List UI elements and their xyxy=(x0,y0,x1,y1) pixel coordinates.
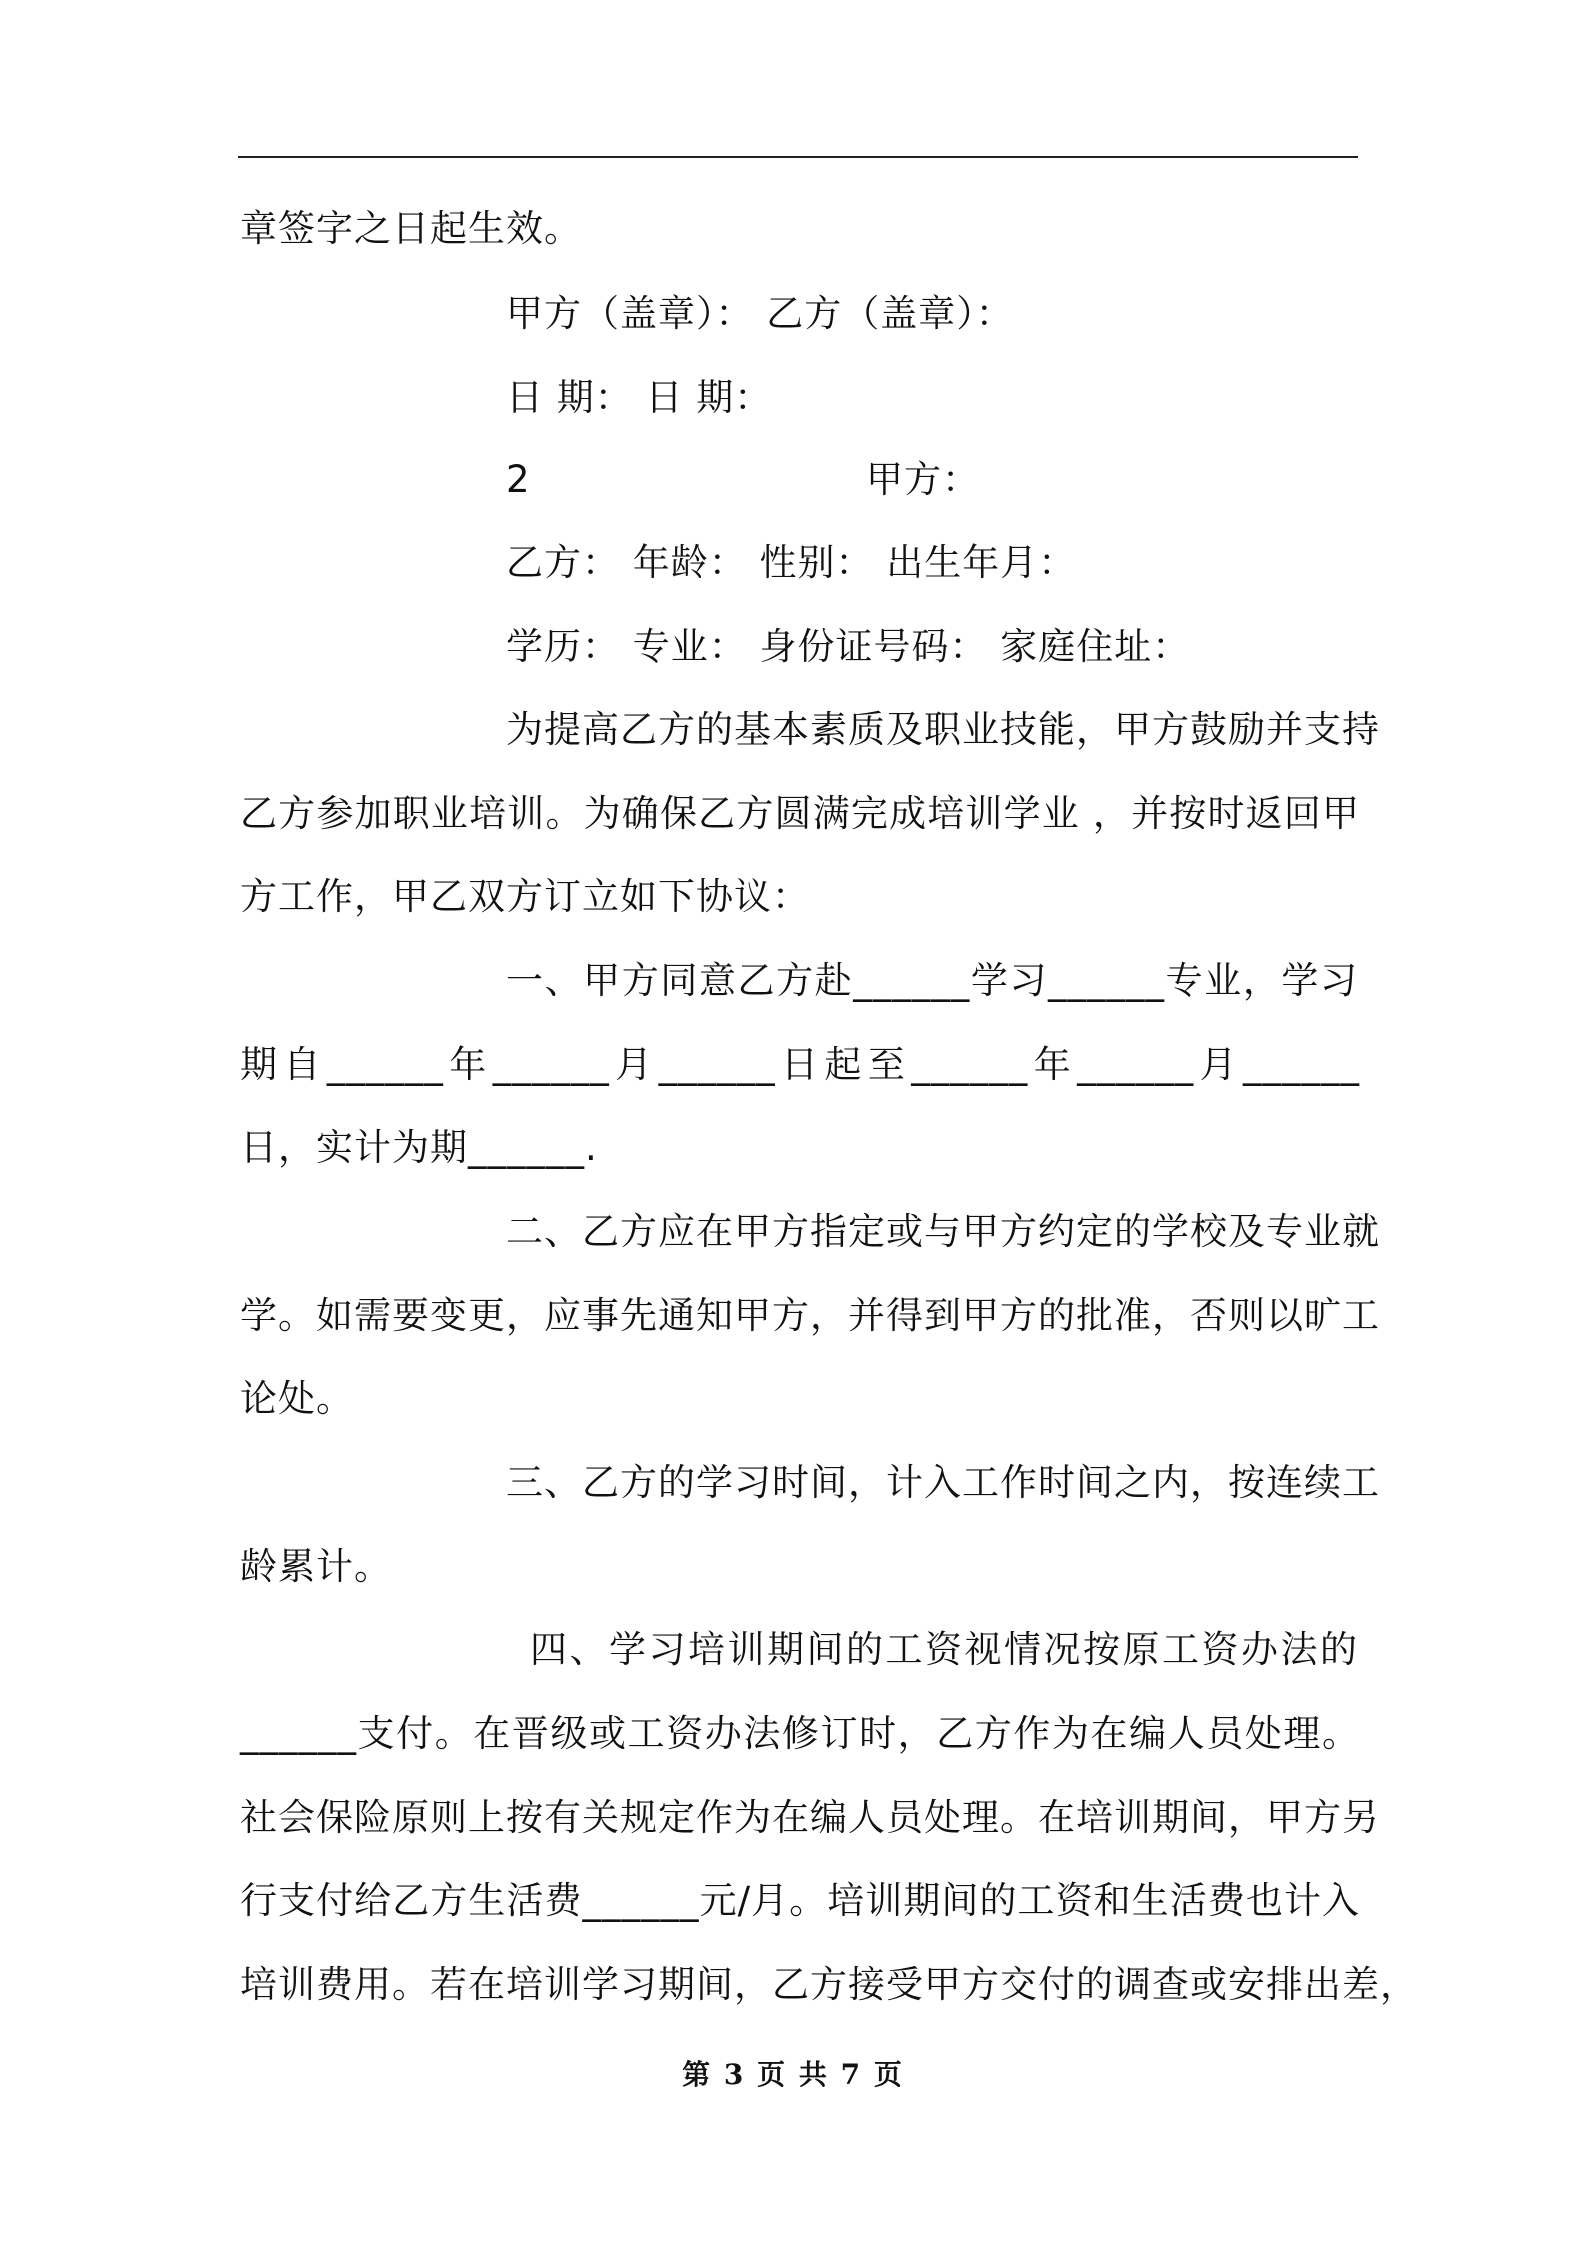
clause-3-line: 龄累计。 xyxy=(240,1545,392,1588)
paragraph-line: 为提高乙方的基本素质及职业技能，甲方鼓励并支持 xyxy=(506,708,1380,751)
paragraph-line: 乙方参加职业培训。为确保乙方圆满完成培训学业 ，并按时返回甲 xyxy=(240,792,1360,835)
clause-1-line: 期自______年______月______日起至______年______月______ xyxy=(240,1043,1360,1086)
clause-4-line: 社会保险原则上按有关规定作为在编人员处理。在培训期间，甲方另 xyxy=(240,1796,1380,1839)
clause-4-line: ______支付。在晋级或工资办法修订时，乙方作为在编人员处理。 xyxy=(240,1712,1360,1755)
party-b-details-line: 学历： 专业： 身份证号码： 家庭住址： xyxy=(506,625,1191,668)
clause-2-line: 论处。 xyxy=(240,1377,354,1420)
header-rule xyxy=(238,156,1358,158)
party-a-label: 甲方： xyxy=(866,458,980,501)
page-number-footer: 第 3 页 共 7 页 xyxy=(682,2058,904,2091)
clause-2-line: 二、乙方应在甲方指定或与甲方约定的学校及专业就 xyxy=(506,1210,1380,1253)
clause-4-line: 四、学习培训期间的工资视情况按原工资办法的 xyxy=(530,1628,1358,1671)
clause-1-line: 日，实计为期______. xyxy=(240,1126,598,1169)
section-number: 2 xyxy=(506,458,531,501)
clause-4-line: 行支付给乙方生活费______元/月。培训期间的工资和生活费也计入 xyxy=(240,1879,1360,1922)
clause-4-line: 培训费用。若在培训学习期间，乙方接受甲方交付的调查或安排出差， xyxy=(240,1963,1418,2006)
clause-3-line: 三、乙方的学习时间，计入工作时间之内，按连续工 xyxy=(506,1461,1380,1504)
date-line: 日 期： 日 期： xyxy=(506,376,773,419)
clause-2-line: 学。如需要变更，应事先通知甲方，并得到甲方的批准，否则以旷工 xyxy=(240,1294,1380,1337)
signature-line: 甲方（盖章）： 乙方（盖章）： xyxy=(506,292,1014,335)
paragraph-line: 方工作，甲乙双方订立如下协议： xyxy=(240,875,810,918)
clause-1-line: 一、甲方同意乙方赴______学习______专业，学习 xyxy=(506,959,1358,1002)
party-b-info-line: 乙方： 年龄： 性别： 出生年月： xyxy=(506,541,1077,584)
text-line: 章签字之日起生效。 xyxy=(240,207,582,250)
